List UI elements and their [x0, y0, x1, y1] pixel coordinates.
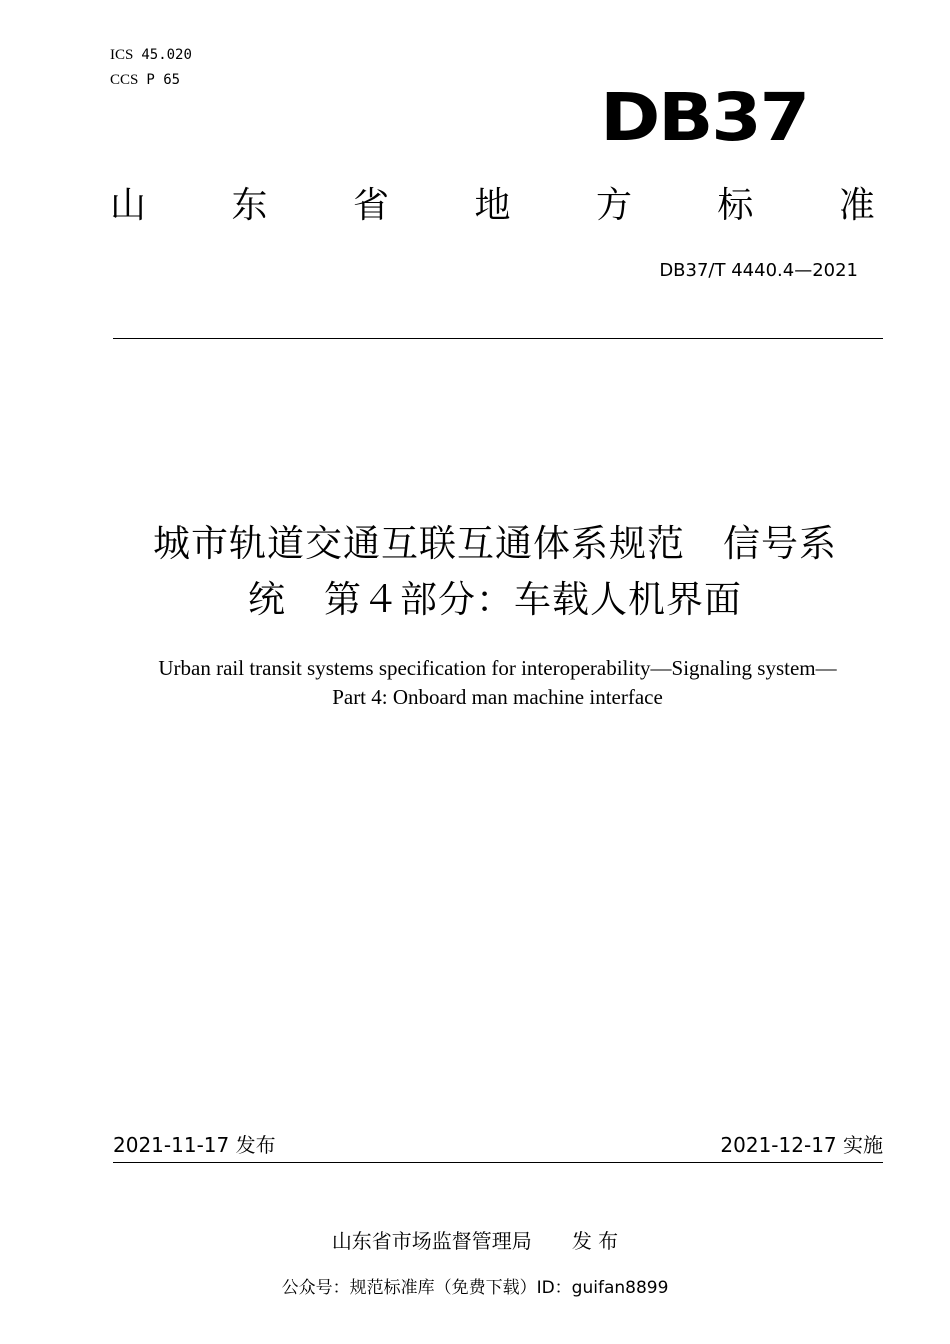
footer-note: 公众号：规范标准库（免费下载）ID：guifan8899	[281, 1278, 669, 1298]
bottom-divider	[113, 1162, 883, 1163]
ics-code	[110, 46, 192, 64]
english-title-line: Part 4: Onboard man machine interface	[332, 685, 663, 709]
issuer-name: 山东省市场监督管理局	[331, 1229, 532, 1253]
ccs-code	[110, 71, 180, 89]
standard-type-heading	[110, 182, 875, 230]
issuer	[0, 1226, 950, 1256]
chinese-title	[80, 516, 910, 628]
db37-logo: DB37	[600, 79, 808, 156]
english-title	[60, 654, 935, 712]
standard-type-char: 东	[231, 185, 268, 226]
english-title-line: Urban rail transit systems specification for interoperability—Signaling system—	[158, 656, 837, 680]
chinese-title-line: 统 第４部分：车载人机界面	[248, 578, 742, 621]
standard-type-char: 山	[110, 185, 147, 226]
top-divider	[113, 338, 883, 339]
standard-type-char: 省	[352, 185, 389, 226]
implement-date: 2021-12-17 实施	[720, 1133, 883, 1157]
issuer-action: 发 布	[571, 1229, 619, 1253]
ccs-label: CCS	[110, 72, 139, 88]
ccs-value: P 65	[146, 72, 181, 88]
standard-type-char: 标	[717, 185, 754, 226]
chinese-title-line: 城市轨道交通互联互通体系规范 信号系	[153, 522, 837, 565]
standard-type-char: 方	[595, 185, 632, 226]
standard-number: DB37/T 4440.4—2021	[659, 260, 858, 281]
standard-type-char: 地	[474, 185, 511, 226]
standard-type-char: 准	[838, 185, 875, 226]
ics-value: 45.020	[141, 47, 192, 63]
publish-date: 2021-11-17 发布	[113, 1133, 276, 1157]
ics-label: ICS	[110, 47, 134, 63]
